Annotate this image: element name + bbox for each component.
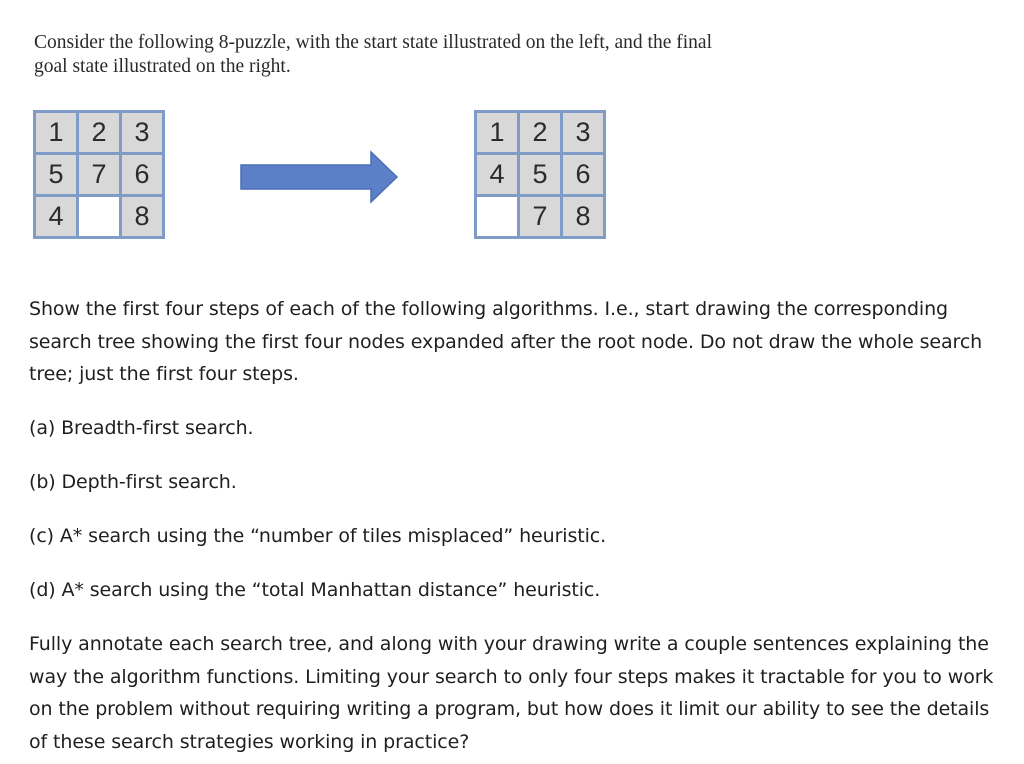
start-state-grid xyxy=(33,110,165,239)
start-tile: 3 xyxy=(122,113,162,152)
start-tile: 6 xyxy=(122,155,162,194)
goal-tile: 4 xyxy=(477,155,517,194)
start-tile: 1 xyxy=(36,113,76,152)
goal-tile: 7 xyxy=(520,197,560,236)
part-d: (d) A* search using the “total Manhattan distance” heuristic. xyxy=(29,579,601,601)
goal-tile: 8 xyxy=(563,197,603,236)
start-tile: 4 xyxy=(36,197,76,236)
intro-text: Consider the following 8-puzzle, with the start state illustrated on the left, and the final goal state illustrated on the right. xyxy=(34,32,712,77)
goal-tile: 1 xyxy=(477,113,517,152)
start-tile: 5 xyxy=(36,155,76,194)
goal-tile: 5 xyxy=(520,155,560,194)
goal-tile-blank xyxy=(477,197,517,236)
right-arrow-icon xyxy=(240,150,400,206)
start-tile: 8 xyxy=(122,197,162,236)
part-c: (c) A* search using the “number of tiles misplaced” heuristic. xyxy=(29,525,607,547)
part-b: (b) Depth-first search. xyxy=(29,471,237,493)
goal-state-grid xyxy=(474,110,606,239)
instructions-paragraph: Show the first four steps of each of the following algorithms. I.e., start drawing the corresponding search tree showing the first four nodes expanded after the root node. Do not draw the whole search tree; just the first four steps. xyxy=(29,298,983,385)
goal-tile: 2 xyxy=(520,113,560,152)
closing-paragraph: Fully annotate each search tree, and along with your drawing write a couple sentences explaining the way the algorithm functions. Limiting your search to only four steps makes it tractable for you to work on the problem without requiring writing a program, but how does it limit our ability to see the details of these search strategies working in practice? xyxy=(29,633,994,753)
goal-tile: 6 xyxy=(563,155,603,194)
start-tile-blank xyxy=(79,197,119,236)
part-a: (a) Breadth-first search. xyxy=(29,417,254,439)
start-tile: 2 xyxy=(79,113,119,152)
goal-tile: 3 xyxy=(563,113,603,152)
start-tile: 7 xyxy=(79,155,119,194)
